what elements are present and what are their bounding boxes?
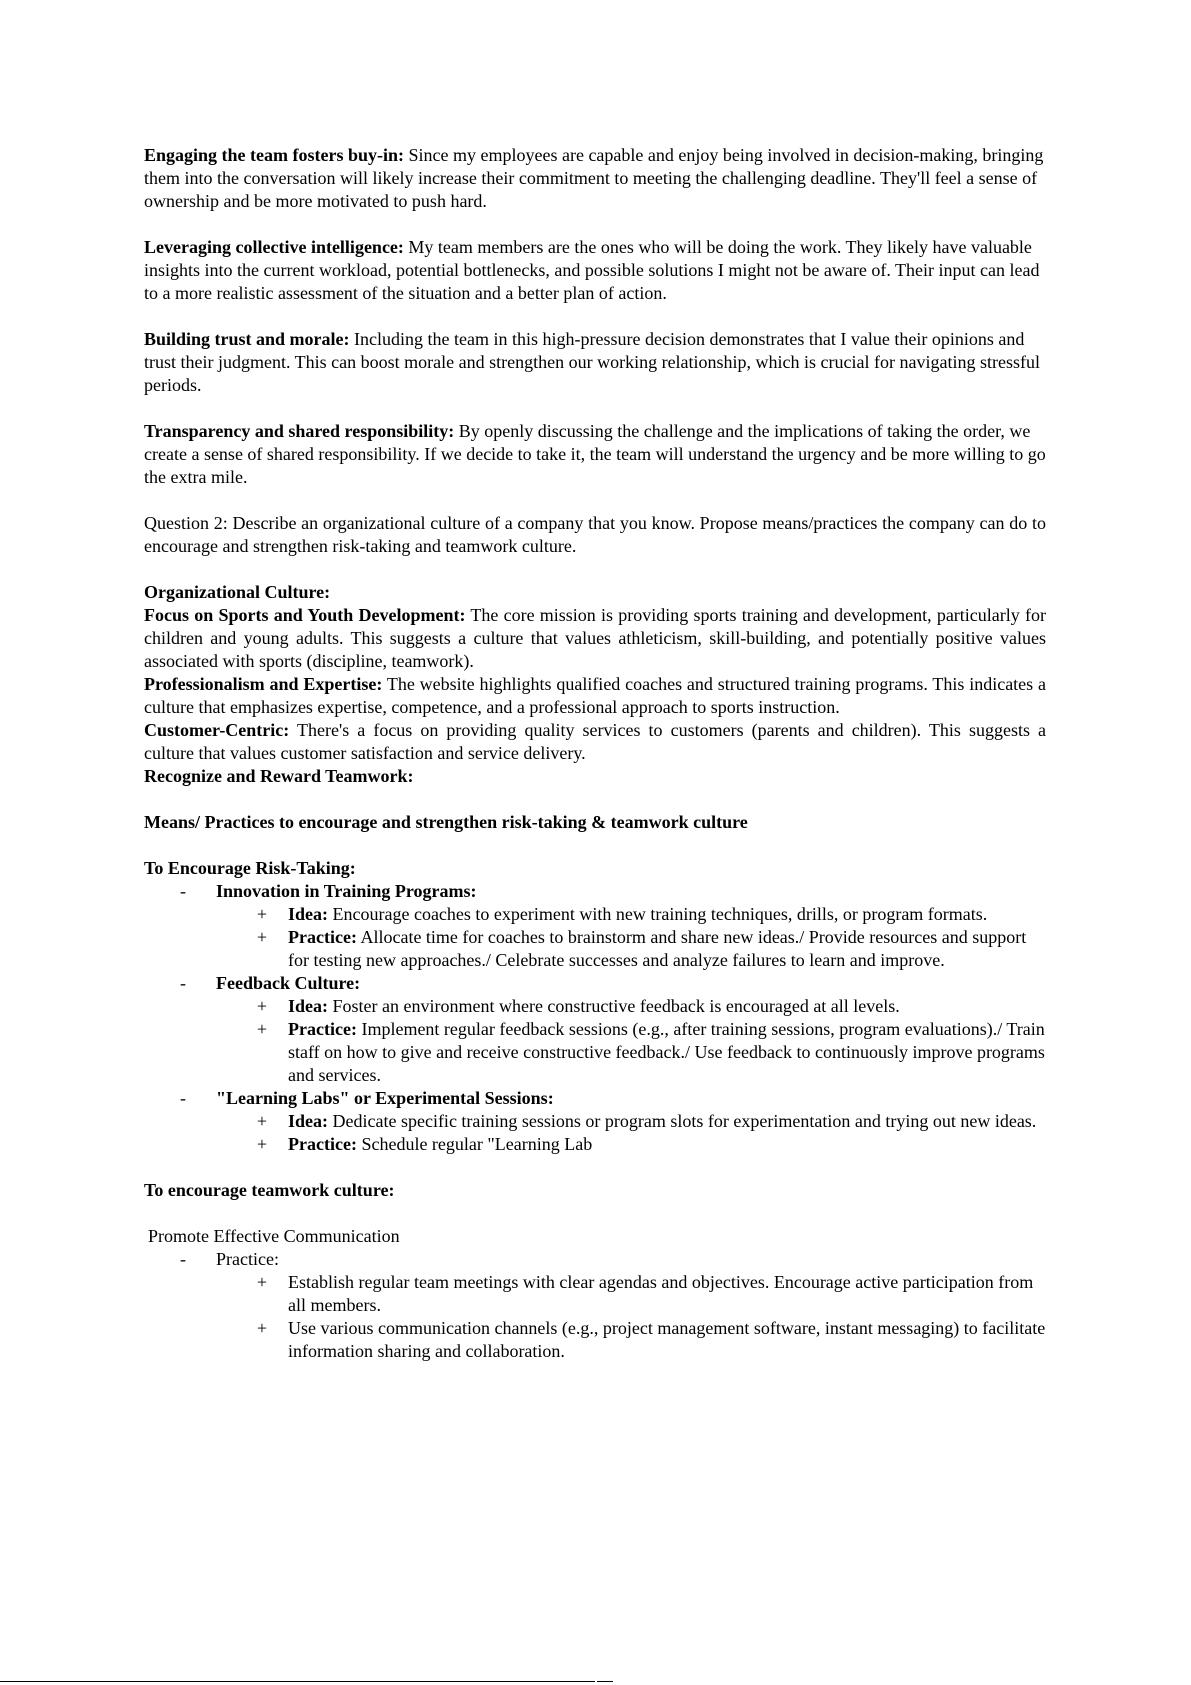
dash-bullet: - — [180, 881, 186, 901]
question-2: Question 2: Describe an organizational culture of a company that you know. Propose means/practices the company can do to encourage and strengthen risk-taking and teamwork culture. — [144, 513, 1046, 556]
paragraph-text: My team members are the ones who will be doing the work. They likely have valuable insights into the current workload, potential bottlenecks, and possible solutions I might not be aware of. Their input can lead to a more realistic assessment of the situation and a better plan of action. — [144, 237, 1040, 303]
teamwork-list — [144, 1248, 1046, 1363]
plus-bullet: + — [256, 904, 268, 924]
org-item-sports — [144, 604, 1046, 673]
paragraph-buy-in — [144, 144, 1046, 213]
org-item-professionalism — [144, 673, 1046, 719]
paragraph-text: By openly discussing the challenge and the implications of taking the order, we create a sense of shared responsibility. If we decide to take it, the team will understand the urgency and be more willing to go the extra mile. — [144, 421, 1046, 487]
risk-item-practice: + Practice: Allocate time for coaches to brainstorm and share new ideas./ Provide resources and support for testing new approaches./ Celebrate successes and analyze failures to learn and improve. — [252, 926, 1046, 972]
plus-bullet: + — [256, 1111, 268, 1131]
teamwork-bullet: + Use various communication channels (e.g., project management software, instant messaging) to facilitate information sharing and collaboration. — [252, 1317, 1046, 1363]
risk-item-title: Innovation in Training Programs: — [216, 881, 477, 901]
plus-bullet: + — [256, 996, 268, 1016]
teamwork-practice-item — [180, 1248, 1046, 1363]
dash-bullet: - — [180, 1249, 186, 1269]
recognize-teamwork-heading: Recognize and Reward Teamwork: — [144, 766, 414, 786]
risk-item-idea: + Idea: Dedicate specific training sessions or program slots for experimentation and trying out new ideas. — [252, 1110, 1046, 1133]
paragraph-text: Since my employees are capable and enjoy being involved in decision-making, bringing them into the conversation will likely increase their commitment to meeting the challenging deadline. They'll feel a sense of ownership and be more motivated to push hard. — [144, 145, 1044, 211]
org-item-text: There's a focus on providing quality services to customers (parents and children). This suggests a culture that values customer satisfaction and service delivery. — [144, 720, 1046, 763]
paragraph-transparency — [144, 420, 1046, 489]
teamwork-bullet: + Establish regular team meetings with clear agendas and objectives. Encourage active participation from all members. — [252, 1271, 1046, 1317]
org-item-text: The website highlights qualified coaches and structured training programs. This indicates a culture that emphasizes expertise, competence, and a professional approach to sports instruction. — [144, 674, 1046, 717]
footer-rule — [0, 1681, 595, 1682]
risk-item-idea: + Idea: Encourage coaches to experiment with new training techniques, drills, or program formats. — [252, 903, 1046, 926]
paragraph-lead: Building trust and morale: — [144, 329, 350, 349]
risk-list — [144, 880, 1046, 1156]
org-item-text: The core mission is providing sports training and development, particularly for children and young adults. This suggests a culture that values athleticism, skill-building, and potentially positive values associated with sports (discipline, teamwork). — [144, 605, 1046, 671]
dash-bullet: - — [180, 1088, 186, 1108]
risk-item-title: Feedback Culture: — [216, 973, 361, 993]
plus-bullet: + — [256, 1134, 268, 1154]
plus-bullet: + — [256, 1019, 268, 1039]
footer-rule-segment — [597, 1681, 613, 1682]
risk-heading: To Encourage Risk-Taking: — [144, 858, 356, 878]
risk-item-innovation — [180, 880, 1046, 972]
teamwork-subheading: Promote Effective Communication — [148, 1226, 400, 1246]
risk-item-title: "Learning Labs" or Experimental Sessions: — [216, 1088, 554, 1108]
dash-bullet: - — [180, 973, 186, 993]
org-culture-heading: Organizational Culture: — [144, 582, 331, 602]
org-item-customer — [144, 719, 1046, 765]
paragraph-trust-morale — [144, 328, 1046, 397]
paragraph-lead: Engaging the team fosters buy-in: — [144, 145, 404, 165]
org-item-lead: Focus on Sports and Youth Development: — [144, 605, 466, 625]
risk-item-feedback — [180, 972, 1046, 1087]
paragraph-collective-intelligence — [144, 236, 1046, 305]
risk-item-practice: + Practice: Schedule regular "Learning Lab — [252, 1133, 1046, 1156]
org-item-lead: Professionalism and Expertise: — [144, 674, 383, 694]
org-item-lead: Customer-Centric: — [144, 720, 290, 740]
paragraph-text: Including the team in this high-pressure decision demonstrates that I value their opinions and trust their judgment. This can boost morale and strengthen our working relationship, which is crucial for navigating stressful periods. — [144, 329, 1040, 395]
paragraph-lead: Transparency and shared responsibility: — [144, 421, 455, 441]
plus-bullet: + — [256, 1272, 268, 1292]
teamwork-heading: To encourage teamwork culture: — [144, 1180, 395, 1200]
plus-bullet: + — [256, 1318, 268, 1338]
means-heading: Means/ Practices to encourage and strengthen risk-taking & teamwork culture — [144, 812, 748, 832]
risk-item-practice: + Practice: Implement regular feedback sessions (e.g., after training sessions, program evaluations)./ Train staff on how to give and receive constructive feedback./ Use feedback to continuously improve programs and services. — [252, 1018, 1046, 1087]
paragraph-lead: Leveraging collective intelligence: — [144, 237, 404, 257]
risk-item-learning-labs — [180, 1087, 1046, 1156]
plus-bullet: + — [256, 927, 268, 947]
document-page — [144, 144, 1046, 1363]
risk-item-idea: + Idea: Foster an environment where constructive feedback is encouraged at all levels. — [252, 995, 1046, 1018]
teamwork-practice-label: Practice: — [216, 1249, 279, 1269]
